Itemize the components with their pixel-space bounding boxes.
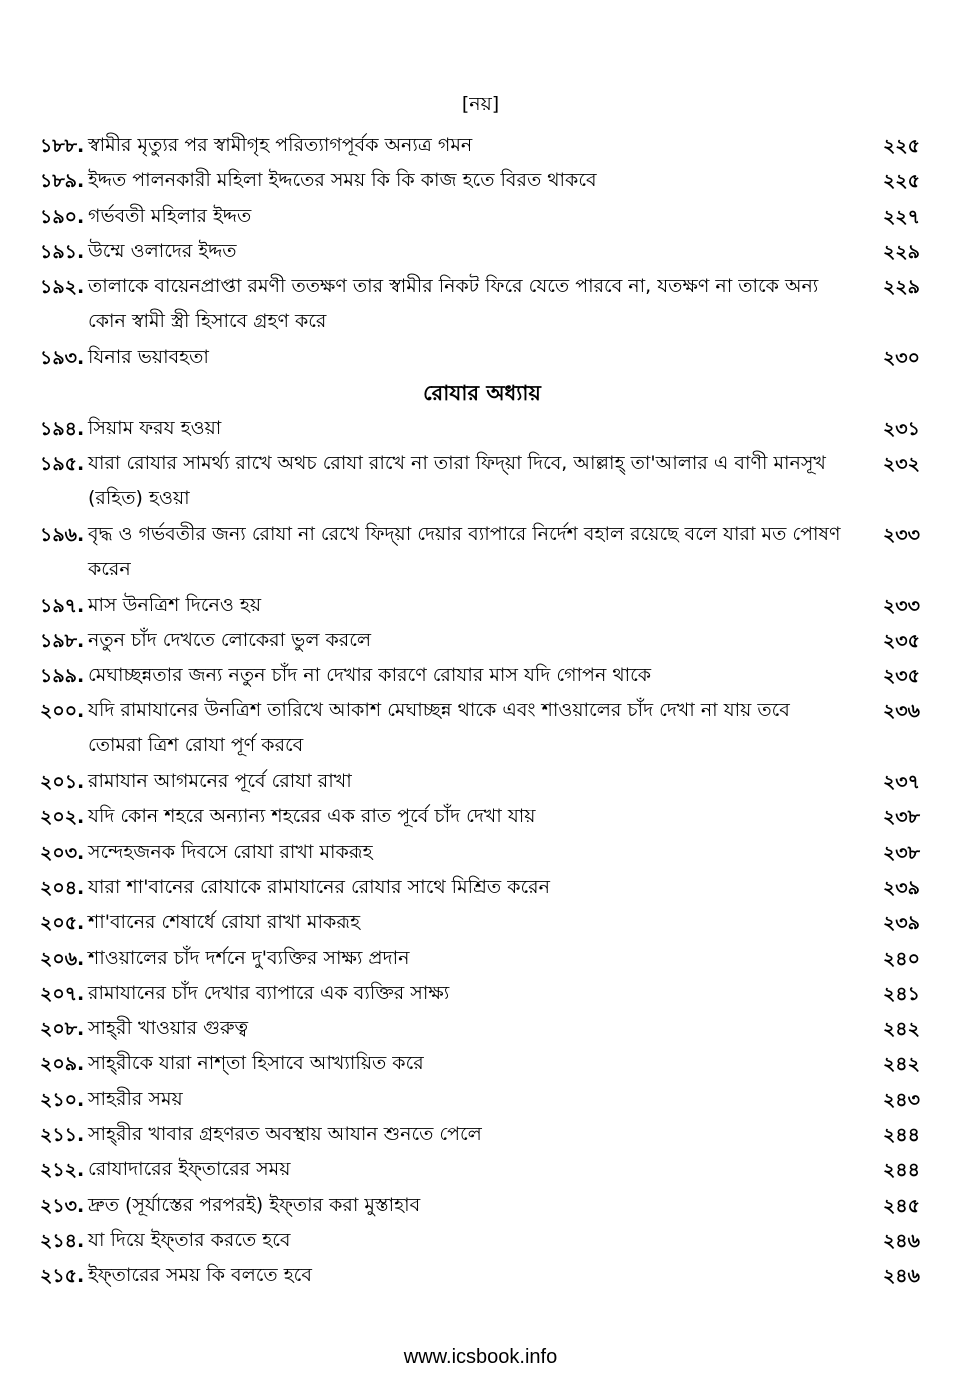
toc-entry xyxy=(40,623,924,658)
entry-page-number: ২৩৬ xyxy=(882,700,920,723)
toc-entry xyxy=(40,199,924,234)
entry-title: যদি কোন শহরে অন্যান্য শহরের এক রাত পূর্বে চাঁদ দেখা যায় xyxy=(88,805,536,828)
entry-number: ২১৩. xyxy=(40,1194,85,1217)
entry-title: ইফ্‌তারের সময় কি বলতে হবে xyxy=(88,1264,312,1287)
section-heading: রোযার অধ্যায় xyxy=(423,381,541,406)
toc-entry xyxy=(40,1117,924,1152)
entry-number: ২০২. xyxy=(40,806,85,829)
entry-title: শাওয়ালের চাঁদ দর্শনে দু'ব্যক্তির সাক্ষ্য প্রদান xyxy=(88,946,410,969)
entry-page-number: ২৩৫ xyxy=(882,665,920,688)
toc-entry xyxy=(40,658,924,693)
entry-page-number: ২৪৫ xyxy=(882,1194,920,1217)
entry-number: ১৯৮. xyxy=(40,629,85,652)
toc-entry xyxy=(40,976,924,1011)
entries-list-b xyxy=(40,411,924,1293)
entry-number: ১৯১. xyxy=(40,240,85,263)
entry-page-number: ২৩৭ xyxy=(882,771,920,794)
entry-page-number: ২৩৫ xyxy=(882,629,920,652)
toc-entry xyxy=(40,1188,924,1223)
entry-number: ২১২. xyxy=(40,1159,85,1182)
entry-title: নতুন চাঁদ দেখতে লোকেরা ভুল করলে xyxy=(88,628,372,651)
footer-url: www.icsbook.info xyxy=(403,1346,558,1368)
entry-number: ২০৮. xyxy=(40,1018,85,1041)
entry-title: রামাযানের চাঁদ দেখার ব্যাপারে এক ব্যক্তির সাক্ষ্য xyxy=(88,981,450,1004)
entry-title: যিনার ভয়াবহতা xyxy=(88,345,209,368)
toc-entry xyxy=(40,870,924,905)
toc-entry xyxy=(40,340,924,375)
entry-number: ২১৫. xyxy=(40,1265,85,1288)
toc-entry xyxy=(40,163,924,198)
entry-number: ১৯৪. xyxy=(40,418,85,441)
entry-title: শা'বানের শেষার্ধে রোযা রাখা মাকরূহ xyxy=(88,911,361,934)
toc-entry xyxy=(40,588,924,623)
entry-number: ২০১. xyxy=(40,771,85,794)
toc-entry xyxy=(40,1011,924,1046)
toc-entry xyxy=(40,234,924,269)
entry-title: সাহ্‌রী খাওয়ার গুরুত্ব xyxy=(88,1017,249,1040)
entry-page-number: ২৩৮ xyxy=(882,806,920,829)
toc-entry xyxy=(40,1082,924,1117)
entries-list-a xyxy=(40,128,924,375)
entry-title: যারা রোযার সামর্থ্য রাখে অথচ রোযা রাখে না তারা ফিদ্‌য়া দিবে, আল্লাহ্ তা'আলার এ বাণী মানসূখ (রহিত) হওয়া xyxy=(88,452,826,510)
entry-page-number: ২৩১ xyxy=(882,418,920,441)
toc-entry xyxy=(40,905,924,940)
entry-title: বৃদ্ধ ও গর্ভবতীর জন্য রোযা না রেখে ফিদ্‌য়া দেয়ার ব্যাপারে নির্দেশ বহাল রয়েছে বলে যারা মত পোষণ করেন xyxy=(88,522,841,580)
entry-page-number: ২৪২ xyxy=(882,1018,920,1041)
entry-title: সাহরীর সময় xyxy=(88,1087,183,1110)
entry-number: ২০৭. xyxy=(40,982,85,1005)
entry-page-number: ২৩৯ xyxy=(882,876,920,899)
entry-page-number: ২৪২ xyxy=(882,1053,920,1076)
entry-page-number: ২৪০ xyxy=(882,947,920,970)
entry-title: যা দিয়ে ইফ্‌তার করতে হবে xyxy=(88,1228,291,1251)
entry-page-number: ২৩৯ xyxy=(882,912,920,935)
entry-page-number: ২২৯ xyxy=(882,276,920,299)
entry-page-number: ২৩৮ xyxy=(882,841,920,864)
entry-page-number: ২২৭ xyxy=(882,205,920,228)
entry-number: ১৮৯. xyxy=(40,170,85,193)
entry-number: ১৯৬. xyxy=(40,523,85,546)
entry-number: ২০০. xyxy=(40,700,85,723)
entry-page-number: ২৪১ xyxy=(882,982,920,1005)
toc-entry xyxy=(40,835,924,870)
entry-title: রামাযান আগমনের পূর্বে রোযা রাখা xyxy=(88,770,352,793)
entry-title: উম্মে ওলাদের ইদ্দত xyxy=(88,239,237,262)
entry-number: ২১০. xyxy=(40,1088,85,1111)
entry-number: ২০৬. xyxy=(40,947,85,970)
entry-number: ২০৩. xyxy=(40,841,85,864)
entry-number: ২০৪. xyxy=(40,876,85,899)
toc-entry xyxy=(40,1046,924,1081)
entry-page-number: ২৪৬ xyxy=(882,1229,920,1252)
entry-page-number: ২৩০ xyxy=(882,346,920,369)
toc-entry xyxy=(40,411,924,446)
entry-page-number: ২৪৪ xyxy=(882,1159,920,1182)
entry-number: ২০৯. xyxy=(40,1053,85,1076)
entry-page-number: ২২৫ xyxy=(882,170,920,193)
toc-entry xyxy=(40,128,924,163)
toc-entry xyxy=(40,517,924,588)
entry-number: ১৯০. xyxy=(40,205,85,228)
entry-number: ২১১. xyxy=(40,1124,85,1147)
toc-entry xyxy=(40,1152,924,1187)
entry-title: সাহ্‌রীর খাবার গ্রহণরত অবস্থায় আযান শুনতে পেলে xyxy=(88,1123,482,1146)
entry-title: মাস উনত্রিশ দিনেও হয় xyxy=(88,593,262,616)
entry-number: ১৯৫. xyxy=(40,453,85,476)
toc-entry xyxy=(40,1258,924,1293)
entry-page-number: ২৪৪ xyxy=(882,1124,920,1147)
entry-page-number: ২২৫ xyxy=(882,135,920,157)
entry-title: সন্দেহজনক দিবসে রোযা রাখা মাকরূহ xyxy=(88,840,373,863)
entry-title: স্বামীর মৃত্যুর পর স্বামীগৃহ পরিত্যাগপূর্বক অন্যত্র গমন xyxy=(88,134,473,156)
toc-entry xyxy=(40,1223,924,1258)
toc-entry xyxy=(40,941,924,976)
toc-entry xyxy=(40,446,924,517)
entry-number: ২১৪. xyxy=(40,1229,85,1252)
entry-page-number: ২২৯ xyxy=(882,240,920,263)
entry-page-number: ২৩২ xyxy=(882,453,920,476)
entry-title: রোযাদারের ইফ্‌তারের সময় xyxy=(88,1158,291,1181)
toc-entry xyxy=(40,764,924,799)
entry-number: ১৯৩. xyxy=(40,346,85,369)
entry-page-number: ২৪৬ xyxy=(882,1265,920,1288)
entry-title: সিয়াম ফরয হওয়া xyxy=(88,417,222,440)
entry-title: যদি রামাযানের উনত্রিশ তারিখে আকাশ মেঘাচ্ছন্ন থাকে এবং শাওয়ালের চাঁদ দেখা না যায় তবে তোমরা ত্রিশ রোযা পূর্ণ করবে xyxy=(88,699,790,757)
table-of-contents xyxy=(40,128,924,1294)
entry-title: ইদ্দত পালনকারী মহিলা ইদ্দতের সময় কি কি কাজ হতে বিরত থাকবে xyxy=(88,169,597,192)
entry-title: মেঘাচ্ছন্নতার জন্য নতুন চাঁদ না দেখার কারণে রোযার মাস যদি গোপন থাকে xyxy=(88,664,652,687)
entry-page-number: ২৪৩ xyxy=(882,1088,920,1111)
entry-title: তালাকে বায়েনপ্রাপ্তা রমণী ততক্ষণ তার স্বামীর নিকট ফিরে যেতে পারবে না, যতক্ষণ না তাকে অন্য কোন স্বামী স্ত্রী হিসাবে গ্রহণ করে xyxy=(88,275,819,333)
entry-number: ১৯৯. xyxy=(40,665,85,688)
entry-title: যারা শা'বানের রোযাকে রামাযানের রোযার সাথে মিশ্রিত করেন xyxy=(88,875,550,898)
entry-title: সাহ্‌রীকে যারা নাশ্‌তা হিসাবে আখ্যায়িত করে xyxy=(88,1052,424,1075)
page-header: [নয়] xyxy=(461,93,500,115)
toc-entry xyxy=(40,799,924,834)
entry-number: ১৮৮. xyxy=(40,135,85,157)
toc-entry xyxy=(40,269,924,340)
entry-title: দ্রুত (সূর্যাস্তের পরপরই) ইফ্‌তার করা মুস্তাহাব xyxy=(88,1193,421,1216)
entry-title: গর্ভবতী মহিলার ইদ্দত xyxy=(88,204,252,227)
entry-number: ১৯২. xyxy=(40,276,85,299)
entry-number: ২০৫. xyxy=(40,912,85,935)
entry-page-number: ২৩৩ xyxy=(882,523,920,546)
entry-number: ১৯৭. xyxy=(40,594,85,617)
toc-entry xyxy=(40,693,924,764)
entry-page-number: ২৩৩ xyxy=(882,594,920,617)
